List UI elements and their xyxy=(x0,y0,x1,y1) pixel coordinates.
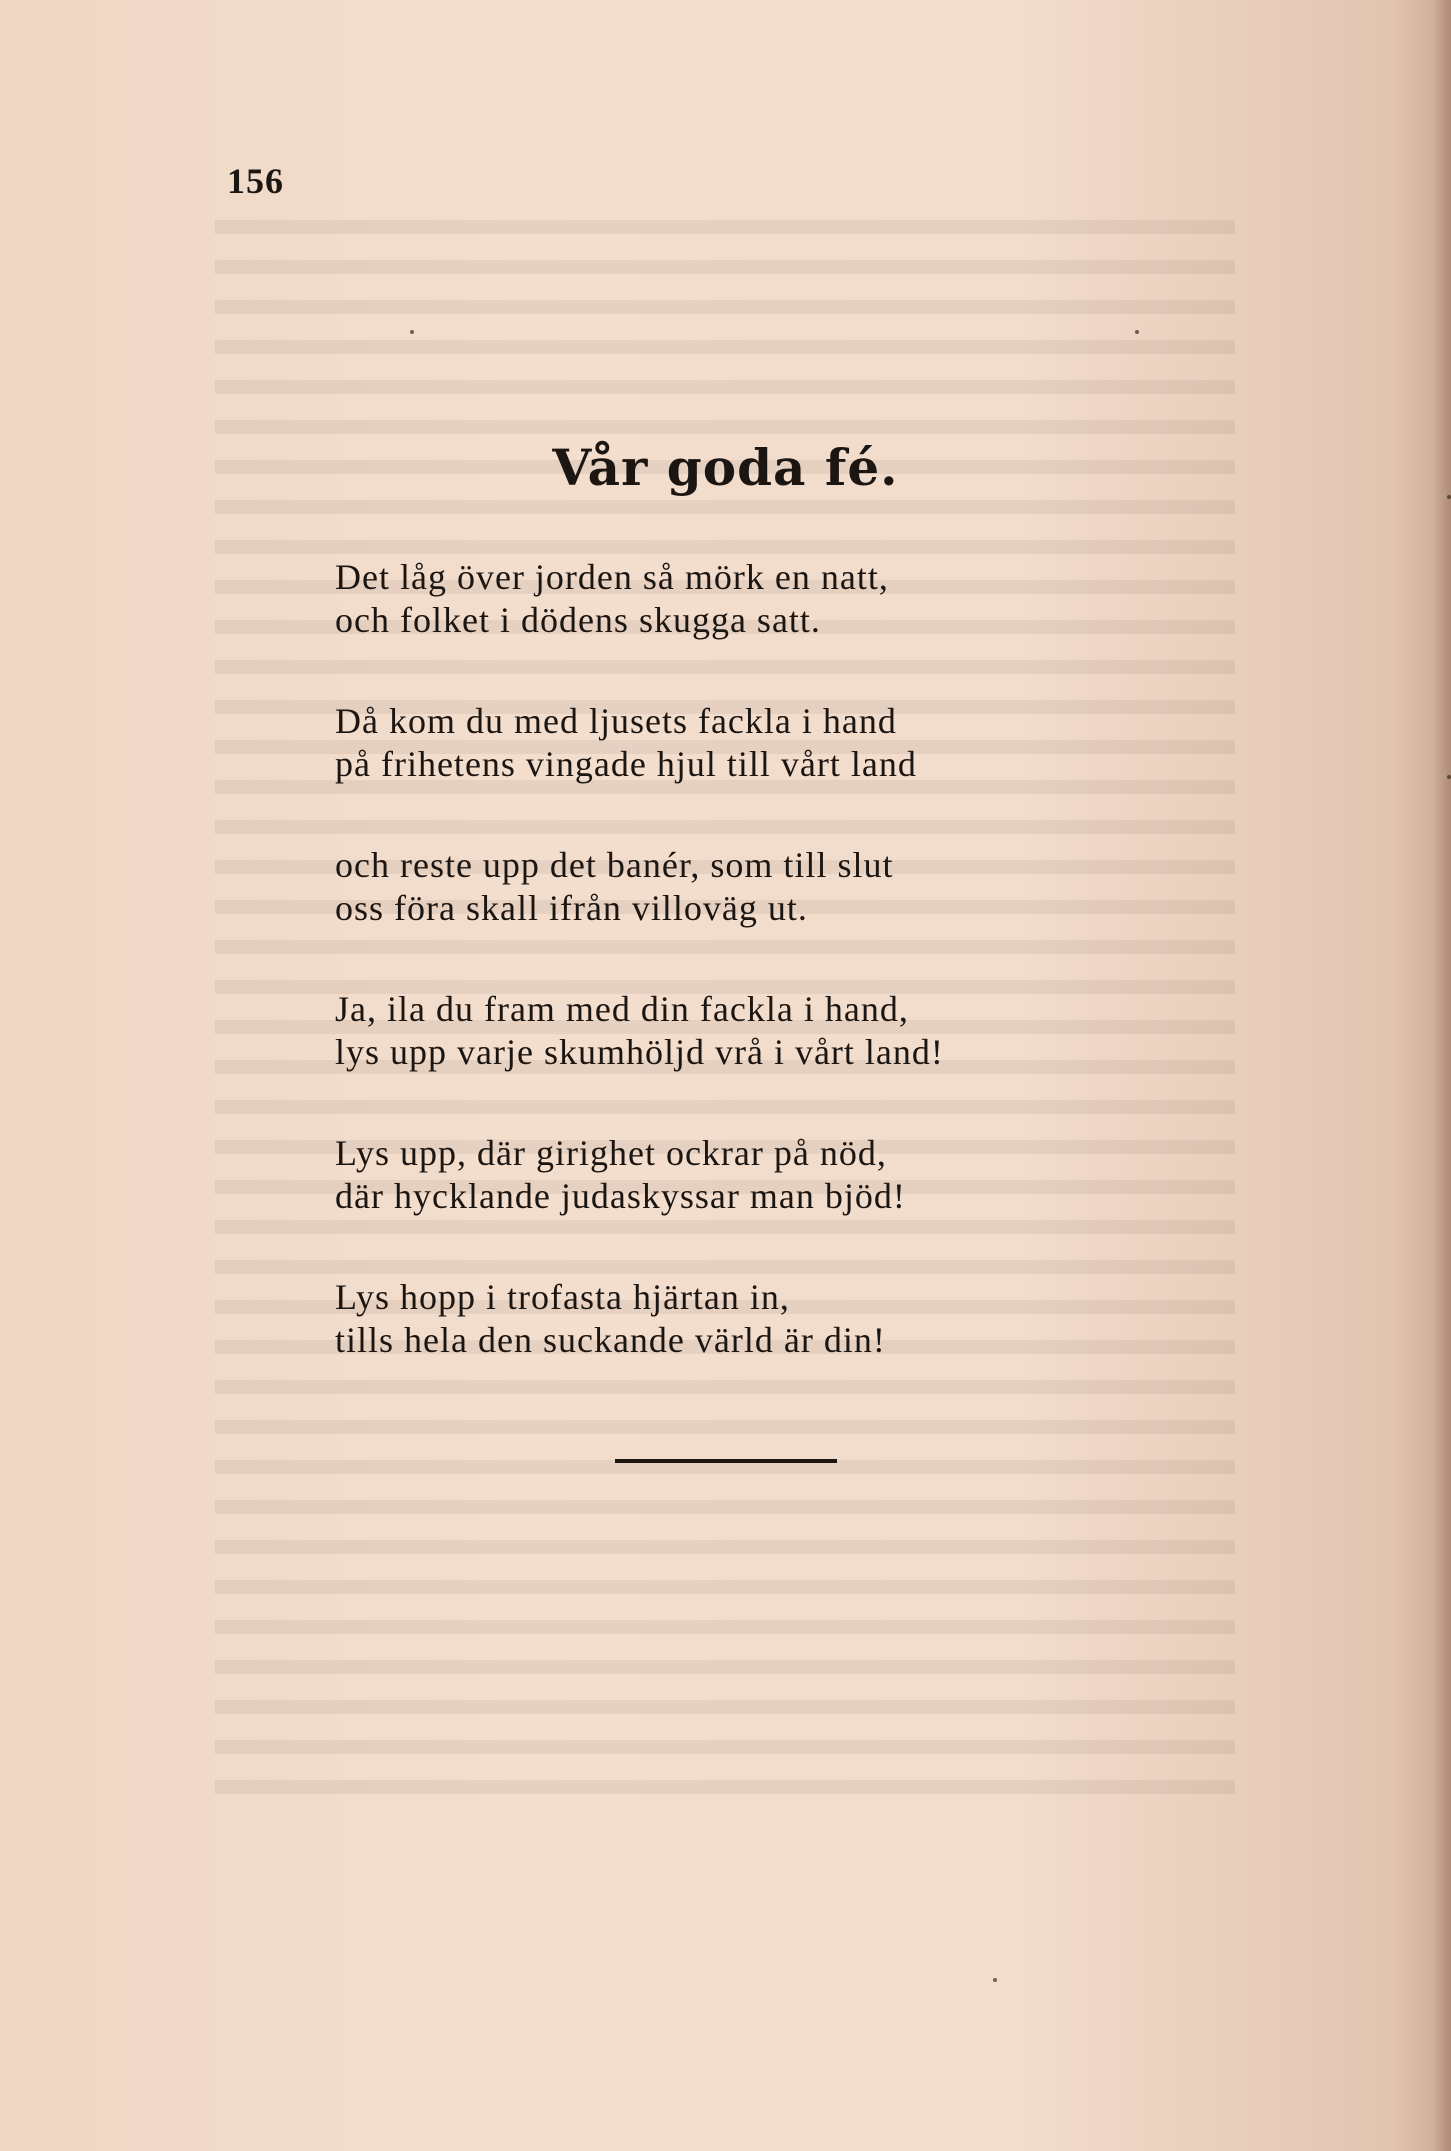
poem-line: där hycklande judaskyssar man bjöd! xyxy=(335,1176,906,1216)
ink-speck xyxy=(993,1978,997,1982)
poem-line: på frihetens vingade hjul till vårt land xyxy=(335,744,917,784)
poem-line: tills hela den suckande värld är din! xyxy=(335,1320,886,1360)
ink-speck xyxy=(1135,330,1139,334)
page-edge-shadow xyxy=(1433,0,1451,2151)
poem-line: Lys hopp i trofasta hjärtan in, xyxy=(335,1277,790,1317)
poem-line: och reste upp det banér, som till slut xyxy=(335,845,894,885)
ink-speck xyxy=(1447,495,1451,499)
stanza xyxy=(335,988,1235,1074)
poem-line: oss föra skall ifrån villoväg ut. xyxy=(335,888,808,928)
stanza xyxy=(335,1132,1235,1218)
stanza xyxy=(335,1276,1235,1362)
poem-body xyxy=(335,556,1235,1420)
poem-title: Vår goda fé. xyxy=(552,438,899,497)
poem-line: och folket i dödens skugga satt. xyxy=(335,600,821,640)
poem-line: Lys upp, där girighet ockrar på nöd, xyxy=(335,1133,887,1173)
end-rule-divider xyxy=(615,1459,837,1463)
page-number: 156 xyxy=(227,161,284,201)
poem-line: lys upp varje skumhöljd vrå i vårt land! xyxy=(335,1032,944,1072)
poem-line: Ja, ila du fram med din fackla i hand, xyxy=(335,989,909,1029)
stanza xyxy=(335,700,1235,786)
ink-speck xyxy=(1447,775,1451,779)
stanza xyxy=(335,844,1235,930)
stanza xyxy=(335,556,1235,642)
poem-line: Då kom du med ljusets fackla i hand xyxy=(335,701,897,741)
poem-line: Det låg över jorden så mörk en natt, xyxy=(335,557,889,597)
ink-speck xyxy=(410,330,414,334)
